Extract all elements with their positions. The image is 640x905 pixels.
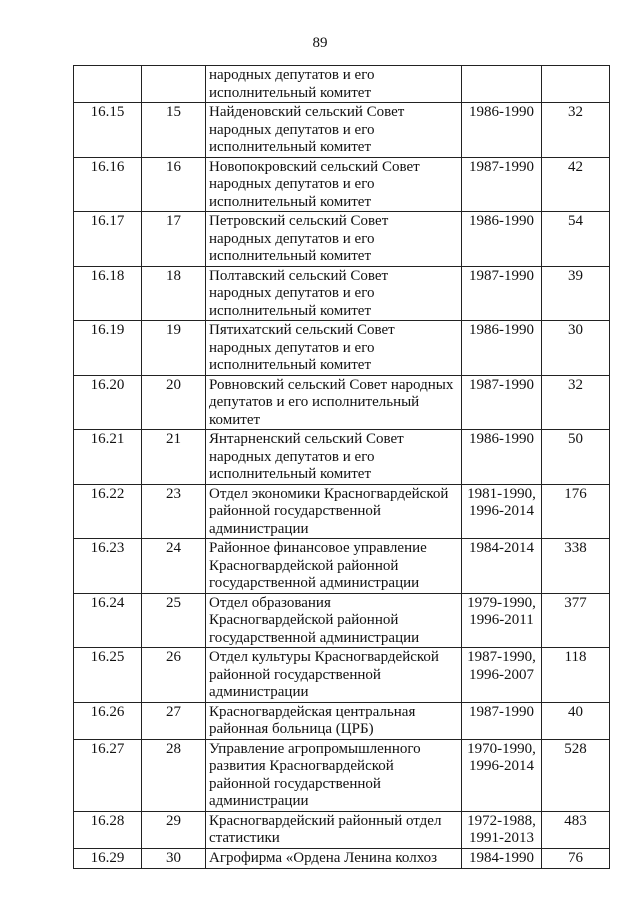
- row-code: 16.15: [90, 104, 125, 120]
- row-code: 16.16: [90, 158, 125, 175]
- row-institution-name: Пятихатский сельский Совет народных депутатов и его исполнительный комитет: [209, 322, 395, 373]
- table-row: [74, 103, 610, 158]
- row-years: 1970-1990, 1996-2014: [467, 740, 536, 774]
- row-years-cell: [462, 539, 542, 594]
- row-file-count: 42: [568, 158, 583, 175]
- row-file-count-cell: [542, 212, 610, 267]
- row-number: 25: [166, 594, 181, 611]
- row-code: 16.22: [90, 485, 125, 502]
- row-years-cell: [462, 848, 542, 868]
- row-institution-name-cell: [206, 321, 462, 376]
- row-file-count-cell: [542, 430, 610, 485]
- table-row: [74, 375, 610, 430]
- row-file-count: 76: [568, 849, 583, 866]
- row-number: 16: [166, 158, 181, 175]
- row-years-cell: [462, 739, 542, 811]
- row-institution-name-cell: [206, 811, 462, 848]
- row-years-cell: [462, 811, 542, 848]
- row-code: 16.29: [90, 849, 125, 866]
- row-file-count-cell: [542, 66, 610, 103]
- row-number-cell: [142, 103, 206, 158]
- row-number-cell: [142, 266, 206, 321]
- row-institution-name-cell: [206, 212, 462, 267]
- page-number: 89: [312, 35, 328, 51]
- row-number: 18: [166, 267, 181, 284]
- row-years: 1986-1990: [469, 104, 534, 120]
- row-file-count: 377: [564, 594, 587, 611]
- row-institution-name-cell: [206, 484, 462, 539]
- row-years-cell: [462, 593, 542, 648]
- row-institution-name-cell: [206, 266, 462, 321]
- row-number-cell: [142, 593, 206, 648]
- table-row: [74, 212, 610, 267]
- row-institution-name: Районное финансовое управление Красногвардейской районной государственной администрации: [209, 540, 427, 591]
- row-institution-name-cell: [206, 702, 462, 739]
- row-institution-name: Управление агропромышленного развития Красногвардейской районной государственной администрации: [209, 740, 421, 809]
- row-institution-name: Новопокровский сельский Совет народных депутатов и его исполнительный комитет: [209, 158, 420, 210]
- row-years: 1972-1988, 1991-2013: [467, 812, 536, 846]
- table-row: [74, 648, 610, 703]
- row-code-cell: [74, 321, 142, 376]
- row-code: 16.20: [90, 376, 125, 393]
- row-number-cell: [142, 321, 206, 376]
- row-number-cell: [142, 739, 206, 811]
- row-number-cell: [142, 430, 206, 485]
- row-code-cell: [74, 66, 142, 103]
- row-institution-name-cell: [206, 593, 462, 648]
- row-years: 1986-1990: [469, 431, 534, 447]
- row-file-count-cell: [542, 375, 610, 430]
- row-number: 21: [166, 431, 181, 447]
- row-file-count: 50: [568, 431, 583, 447]
- row-number: 29: [166, 812, 181, 829]
- row-file-count: 32: [568, 376, 583, 393]
- row-code-cell: [74, 702, 142, 739]
- table-row: [74, 430, 610, 485]
- row-institution-name-cell: [206, 66, 462, 103]
- table-row: [74, 848, 610, 868]
- row-institution-name: Отдел культуры Красногвардейской районной государственной администрации: [209, 649, 439, 700]
- archive-fonds-table: [73, 65, 610, 869]
- row-institution-name-cell: [206, 648, 462, 703]
- row-file-count: 54: [568, 213, 583, 229]
- row-code: 16.24: [90, 594, 125, 611]
- row-code-cell: [74, 375, 142, 430]
- row-years-cell: [462, 484, 542, 539]
- row-number: 27: [166, 703, 181, 720]
- row-code-cell: [74, 430, 142, 485]
- row-institution-name-cell: [206, 103, 462, 158]
- row-number: 23: [166, 485, 181, 502]
- table-row: [74, 593, 610, 648]
- row-file-count: 338: [564, 540, 587, 556]
- row-institution-name: Агрофирма «Ордена Ленина колхоз: [209, 849, 438, 866]
- row-institution-name: Красногвардейская центральная районная больница (ЦРБ): [209, 703, 416, 737]
- row-years: 1981-1990, 1996-2014: [467, 485, 536, 519]
- row-file-count: 30: [568, 322, 583, 338]
- row-number: 28: [166, 740, 181, 757]
- row-file-count-cell: [542, 103, 610, 158]
- row-code: 16.21: [90, 431, 125, 447]
- row-years-cell: [462, 648, 542, 703]
- row-institution-name: Отдел образования Красногвардейской районной государственной администрации: [209, 594, 420, 646]
- row-institution-name: Отдел экономики Красногвардейской районной государственной администрации: [209, 485, 449, 537]
- row-years-cell: [462, 430, 542, 485]
- row-code-cell: [74, 648, 142, 703]
- row-institution-name: Петровский сельский Совет народных депутатов и его исполнительный комитет: [209, 213, 389, 264]
- row-number-cell: [142, 848, 206, 868]
- row-file-count-cell: [542, 702, 610, 739]
- row-years: 1987-1990, 1996-2007: [467, 649, 536, 683]
- row-file-count: 176: [564, 485, 587, 502]
- row-file-count: 483: [564, 812, 587, 829]
- row-code-cell: [74, 157, 142, 212]
- row-code-cell: [74, 266, 142, 321]
- row-code: 16.26: [90, 703, 125, 720]
- row-institution-name-cell: [206, 848, 462, 868]
- row-code-cell: [74, 593, 142, 648]
- row-institution-name-cell: [206, 375, 462, 430]
- row-years-cell: [462, 103, 542, 158]
- row-number-cell: [142, 539, 206, 594]
- row-code-cell: [74, 484, 142, 539]
- row-file-count: 32: [568, 104, 583, 120]
- row-code: 16.19: [90, 322, 125, 338]
- row-years-cell: [462, 212, 542, 267]
- row-code-cell: [74, 811, 142, 848]
- row-file-count-cell: [542, 321, 610, 376]
- row-code: 16.28: [90, 812, 125, 829]
- row-number-cell: [142, 212, 206, 267]
- row-number-cell: [142, 484, 206, 539]
- row-years: 1987-1990: [469, 158, 534, 175]
- row-number: 19: [166, 322, 181, 338]
- row-file-count-cell: [542, 266, 610, 321]
- row-file-count: 528: [564, 740, 587, 757]
- row-code-cell: [74, 103, 142, 158]
- row-file-count: 39: [568, 267, 583, 284]
- row-code-cell: [74, 539, 142, 594]
- row-file-count: 118: [564, 649, 587, 665]
- row-code: 16.27: [90, 740, 125, 757]
- row-institution-name-cell: [206, 739, 462, 811]
- row-institution-name: Полтавский сельский Совет народных депутатов и его исполнительный комитет: [209, 267, 389, 319]
- row-code: 16.18: [90, 267, 125, 284]
- row-years: 1984-2014: [469, 540, 534, 556]
- row-file-count-cell: [542, 739, 610, 811]
- row-years: 1987-1990: [469, 703, 534, 720]
- row-file-count-cell: [542, 811, 610, 848]
- table-row: [74, 539, 610, 594]
- row-institution-name-cell: [206, 430, 462, 485]
- row-years-cell: [462, 321, 542, 376]
- row-number: 24: [166, 540, 181, 556]
- row-number-cell: [142, 375, 206, 430]
- row-years-cell: [462, 157, 542, 212]
- row-number: 30: [166, 849, 181, 866]
- row-number-cell: [142, 157, 206, 212]
- table-row: [74, 321, 610, 376]
- table-row: [74, 702, 610, 739]
- row-file-count-cell: [542, 648, 610, 703]
- row-file-count-cell: [542, 484, 610, 539]
- row-institution-name: Ровновский сельский Совет народных депутатов и его исполнительный комитет: [209, 376, 454, 428]
- row-institution-name: Красногвардейский районный отдел статистики: [209, 812, 442, 846]
- table-row: [74, 266, 610, 321]
- row-code-cell: [74, 212, 142, 267]
- row-number-cell: [142, 648, 206, 703]
- row-number: 15: [166, 104, 181, 120]
- row-years-cell: [462, 375, 542, 430]
- row-number-cell: [142, 66, 206, 103]
- row-years: 1979-1990, 1996-2011: [467, 594, 536, 628]
- row-number-cell: [142, 811, 206, 848]
- row-institution-name: Янтарненский сельский Совет народных депутатов и его исполнительный комитет: [209, 431, 404, 482]
- row-number: 26: [166, 649, 181, 665]
- row-institution-name: народных депутатов и его исполнительный комитет: [209, 67, 375, 101]
- row-code: 16.25: [90, 649, 125, 665]
- row-number: 20: [166, 376, 181, 393]
- table-row: [74, 739, 610, 811]
- row-code-cell: [74, 739, 142, 811]
- table-row: [74, 157, 610, 212]
- row-file-count-cell: [542, 593, 610, 648]
- table-row: [74, 484, 610, 539]
- row-number: 17: [166, 213, 181, 229]
- row-years: 1984-1990: [469, 849, 534, 866]
- row-years-cell: [462, 66, 542, 103]
- row-years: 1986-1990: [469, 213, 534, 229]
- table-row: [74, 811, 610, 848]
- row-number-cell: [142, 702, 206, 739]
- row-institution-name-cell: [206, 157, 462, 212]
- row-code: 16.23: [90, 540, 125, 556]
- row-file-count-cell: [542, 539, 610, 594]
- row-institution-name-cell: [206, 539, 462, 594]
- row-file-count-cell: [542, 848, 610, 868]
- row-years-cell: [462, 702, 542, 739]
- row-years: 1987-1990: [469, 376, 534, 393]
- row-years: 1986-1990: [469, 322, 534, 338]
- row-years: 1987-1990: [469, 267, 534, 284]
- row-institution-name: Найденовский сельский Совет народных депутатов и его исполнительный комитет: [209, 104, 405, 155]
- table-row: [74, 66, 610, 103]
- row-code: 16.17: [90, 213, 125, 229]
- row-code-cell: [74, 848, 142, 868]
- row-file-count-cell: [542, 157, 610, 212]
- row-file-count: 40: [568, 703, 583, 720]
- row-years-cell: [462, 266, 542, 321]
